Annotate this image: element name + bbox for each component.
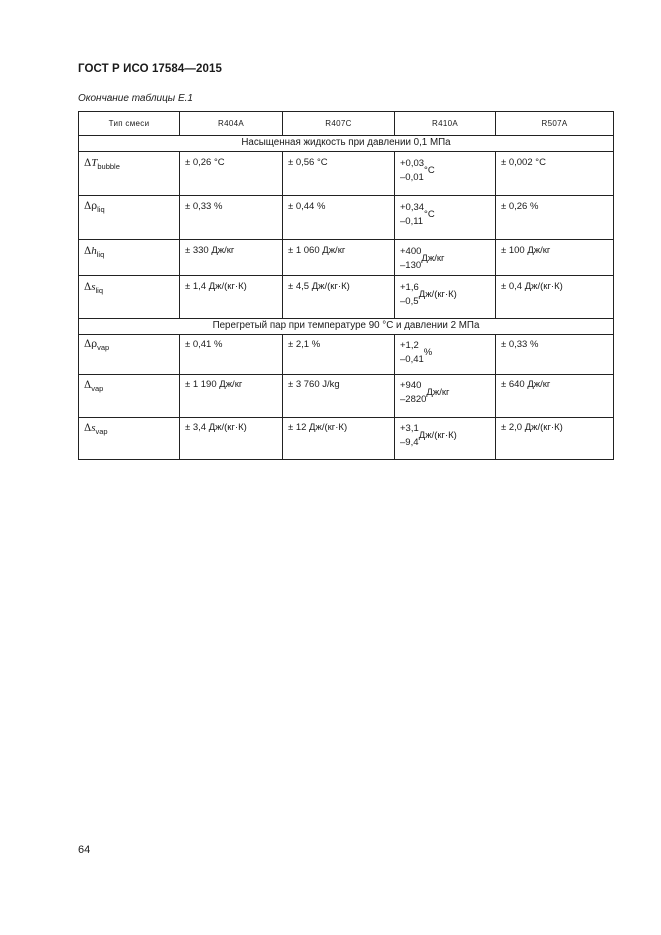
cell-r407c: ± 0,44 % (283, 196, 395, 240)
cell-r507a: ± 640 Дж/кг (496, 375, 614, 418)
column-header: Тип смеси (79, 112, 180, 136)
column-header: R410A (395, 112, 496, 136)
cell-r407c: ± 4,5 Дж/(кг·К) (283, 276, 395, 319)
cell-r407c: ± 0,56 °С (283, 152, 395, 196)
cell-r507a: ± 2,0 Дж/(кг·К) (496, 418, 614, 460)
property-symbol: $\Delta\rho_{vap}$ (79, 335, 180, 375)
table-row (79, 375, 614, 418)
section-row (79, 319, 614, 335)
cell-r410a: +0,34 –0,11 °С (395, 196, 496, 240)
cell-r410a: +1,6 –0,5 Дж/(кг·К) (395, 276, 496, 319)
table-row (79, 152, 614, 196)
table-row (79, 196, 614, 240)
cell-r404a: ± 3,4 Дж/(кг·К) (180, 418, 283, 460)
property-symbol: $\Delta s_{vap}$ (79, 418, 180, 460)
table-row (79, 240, 614, 276)
column-header: R407C (283, 112, 395, 136)
cell-r507a: ± 0,4 Дж/(кг·К) (496, 276, 614, 319)
property-symbol: $\Delta\rho_{liq}$ (79, 196, 180, 240)
section-title: Насыщенная жидкость при давлении 0,1 МПа (79, 136, 614, 152)
cell-r507a: ± 100 Дж/кг (496, 240, 614, 276)
cell-r507a: ± 0,002 °С (496, 152, 614, 196)
cell-r404a: ± 0,26 °С (180, 152, 283, 196)
table-row (79, 276, 614, 319)
property-symbol: $\Delta_{vap}$ (79, 375, 180, 418)
page-number: 64 (78, 844, 91, 856)
column-header: R404A (180, 112, 283, 136)
property-symbol: $\Delta T_{bubble}$ (79, 152, 180, 196)
column-header: R507A (496, 112, 614, 136)
section-row (79, 136, 614, 152)
cell-r507a: ± 0,33 % (496, 335, 614, 375)
cell-r410a: +0,03 –0,01 °С (395, 152, 496, 196)
cell-r410a: +400 –130 Дж/кг (395, 240, 496, 276)
cell-r407c: ± 1 060 Дж/кг (283, 240, 395, 276)
cell-r410a: +940 –2820 Дж/кг (395, 375, 496, 418)
cell-r507a: ± 0,26 % (496, 196, 614, 240)
cell-r410a: +1,2 –0,41 % (395, 335, 496, 375)
cell-r404a: ± 330 Дж/кг (180, 240, 283, 276)
cell-r410a: +3,1 –9,4 Дж/(кг·К) (395, 418, 496, 460)
property-uncertainty-table (78, 111, 614, 460)
table-row (79, 418, 614, 460)
cell-r404a: ± 1 190 Дж/кг (180, 375, 283, 418)
cell-r407c: ± 12 Дж/(кг·К) (283, 418, 395, 460)
document-header: ГОСТ Р ИСО 17584—2015 (78, 63, 223, 75)
cell-r404a: ± 1,4 Дж/(кг·К) (180, 276, 283, 319)
section-title: Перегретый пар при температуре 90 °С и давлении 2 МПа (79, 319, 614, 335)
table-row (79, 335, 614, 375)
property-symbol: $\Delta s_{liq}$ (79, 276, 180, 319)
cell-r404a: ± 0,33 % (180, 196, 283, 240)
table-caption: Окончание таблицы Е.1 (78, 93, 193, 104)
cell-r407c: ± 3 760 J/kg (283, 375, 395, 418)
property-symbol: $\Delta h_{liq}$ (79, 240, 180, 276)
cell-r407c: ± 2,1 % (283, 335, 395, 375)
cell-r404a: ± 0,41 % (180, 335, 283, 375)
table-header-row (79, 112, 614, 136)
